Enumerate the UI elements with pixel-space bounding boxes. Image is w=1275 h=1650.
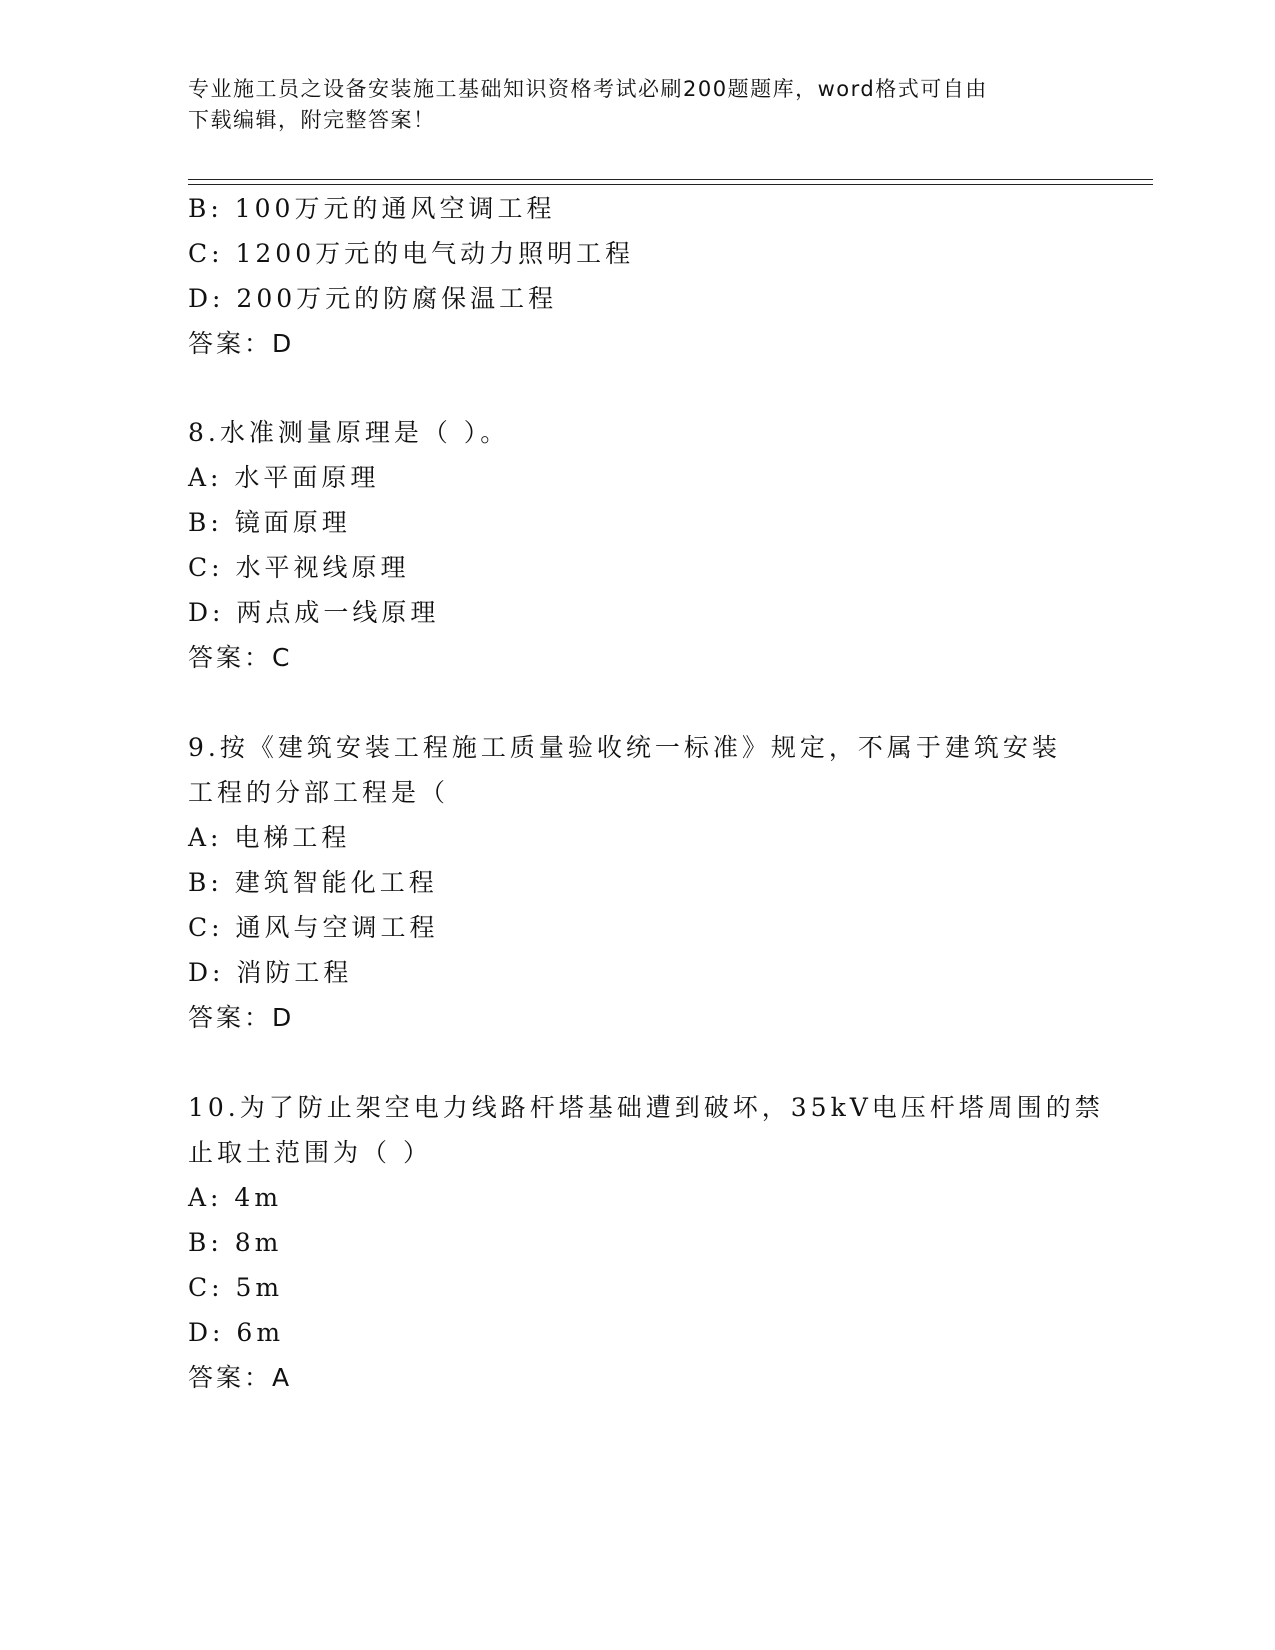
question-8-stem: 8.水准测量原理是（ ）。 [188,418,510,447]
header-line-1: 专业施工员之设备安装施工基础知识资格考试必刷200题题库，word格式可自由 [188,77,988,101]
question-9-option-b: B: 建筑智能化工程 [188,868,438,897]
header-divider-top [188,179,1153,180]
question-8-option-a: A: 水平面原理 [188,463,380,492]
question-10-option-c: C: 5m [188,1273,284,1302]
question-8-option-b: B: 镜面原理 [188,508,351,537]
header-divider-bottom [188,184,1153,185]
question-9-option-d: D: 消防工程 [188,958,353,987]
prev-question-option-b: B: 100万元的通风空调工程 [188,194,556,223]
question-8-answer: 答案：C [188,643,293,672]
question-9-option-a: A: 电梯工程 [188,823,351,852]
question-9-option-c: C: 通风与空调工程 [188,913,439,942]
question-10-answer: 答案：A [188,1363,293,1392]
question-9-stem-line-1: 9.按《建筑安装工程施工质量验收统一标准》规定，不属于建筑安装 [188,733,1061,762]
question-9-answer: 答案：D [188,1003,295,1032]
question-8-option-d: D: 两点成一线原理 [188,598,440,627]
question-10-option-d: D: 6m [188,1318,285,1347]
header-line-2: 下载编辑，附完整答案！ [188,108,436,132]
prev-question-answer: 答案：D [188,329,295,358]
question-9-stem-line-2: 工程的分部工程是（ [188,778,450,807]
prev-question-option-d: D: 200万元的防腐保温工程 [188,284,558,313]
question-10-stem-line-2: 止取土范围为（ ） [188,1138,432,1167]
prev-question-option-c: C: 1200万元的电气动力照明工程 [188,239,635,268]
question-10-stem-line-1: 10.为了防止架空电力线路杆塔基础遭到破坏，35kV电压杆塔周围的禁 [188,1093,1104,1122]
question-10-option-a: A: 4m [188,1183,283,1212]
question-10-option-b: B: 8m [188,1228,283,1257]
document-header [188,74,1088,136]
question-8-option-c: C: 水平视线原理 [188,553,410,582]
